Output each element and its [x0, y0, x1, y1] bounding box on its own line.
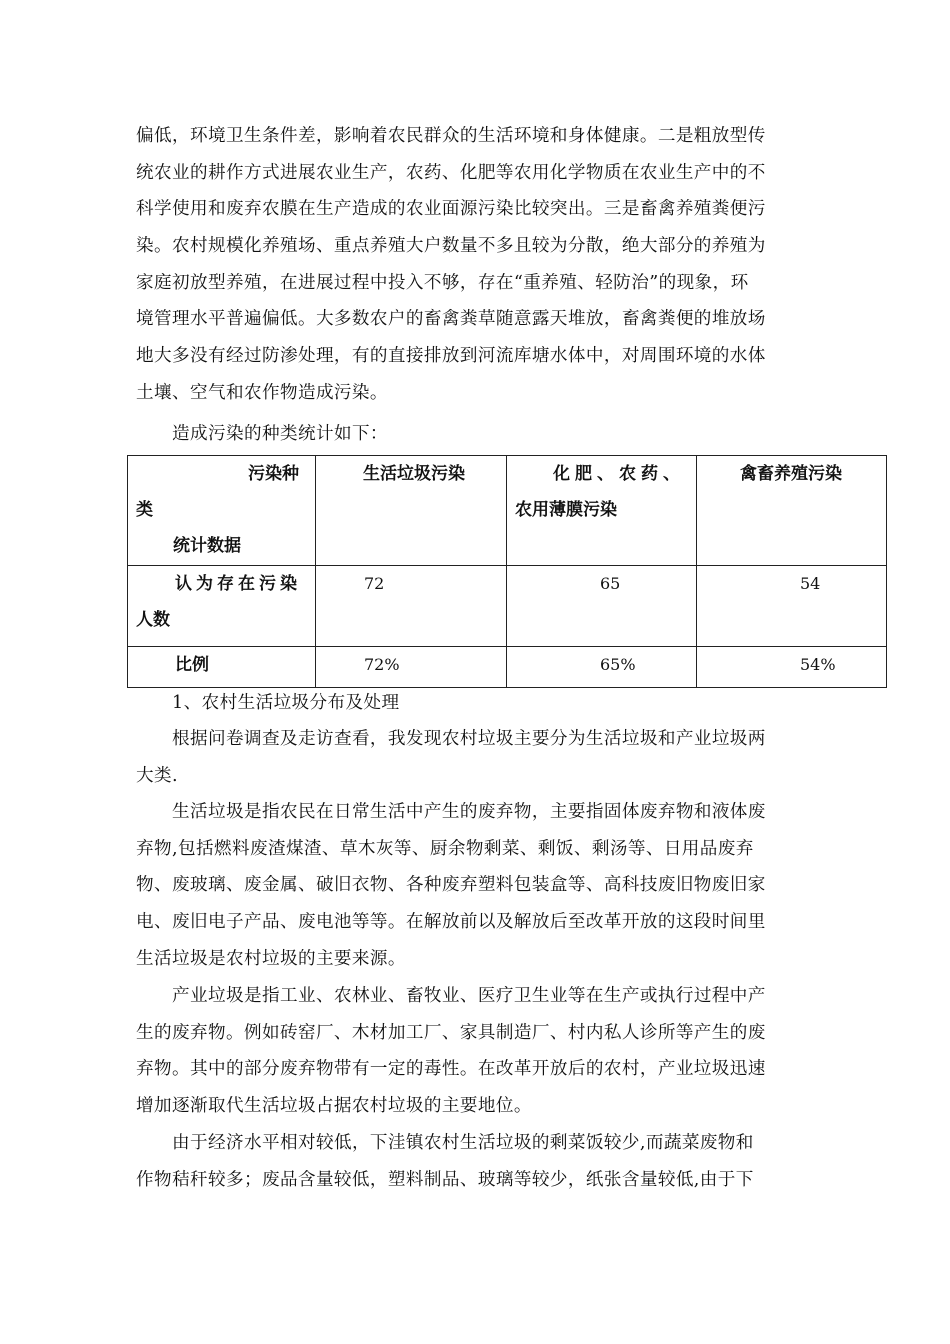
text-line: 作物秸秆较多；废品含量较低，塑料制品、玻璃等较少，纸张含量较低,由于下: [136, 1169, 754, 1190]
text-line: 生活垃圾是农村垃圾的主要来源。: [136, 948, 406, 969]
header-agrochemical: 化肥、农药、 农用薄膜污染: [507, 456, 697, 566]
text-line: 大类.: [136, 765, 178, 786]
text-line: 染。农村规模化养殖场、重点养殖大户数量不多且较为分散，绝大部分的养殖为: [136, 236, 766, 257]
text-line: 弃物,包括燃料废渣煤渣、草木灰等、厨余物剩菜、剩饭、剩汤等、日用品废弃: [136, 838, 754, 859]
paragraph-pollution-sources: [136, 118, 816, 412]
text-line: 弃物。其中的部分废弃物带有一定的毒性。在改革开放后的农村，产业垃圾迅速: [136, 1059, 766, 1080]
text-line: 土壤、空气和农作物造成污染。: [136, 382, 388, 403]
table-header-row: [128, 456, 887, 566]
paragraph-domestic-waste: [136, 794, 816, 977]
cell-count-domestic: 72: [316, 566, 507, 647]
table-row: [128, 647, 887, 688]
corner-label-top: 污染种: [248, 464, 299, 484]
paragraph-industrial-waste: [136, 978, 816, 1125]
cell-ratio-domestic: 72%: [316, 647, 507, 688]
header-livestock: 禽畜养殖污染: [697, 456, 887, 566]
text-line: 产业垃圾是指工业、农林业、畜牧业、医疗卫生业等在生产或执行过程中产: [172, 986, 766, 1006]
pollution-stats-table: [127, 455, 887, 688]
text-line: 根据问卷调查及走访查看，我发现农村垃圾主要分为生活垃圾和产业垃圾两: [172, 729, 766, 749]
text-line: 物、废玻璃、废金属、破旧衣物、各种废弃塑料包装盒等、高科技废旧物废旧家: [136, 875, 766, 896]
text-line: 家庭初放型养殖，在进展过程中投入不够，存在“重养殖、轻防治”的现象，环: [136, 272, 749, 293]
text-line: 偏低，环境卫生条件差，影响着农民群众的生活环境和身体健康。二是粗放型传: [136, 126, 766, 146]
paragraph-waste-categories: [136, 721, 816, 794]
text-line: 生的废弃物。例如砖窑厂、木材加工厂、家具制造厂、村内私人诊所等产生的废: [136, 1022, 766, 1043]
text-line: 增加逐渐取代生活垃圾占据农村垃圾的主要地位。: [136, 1096, 532, 1117]
table-intro: 造成污染的种类统计如下：: [172, 424, 388, 444]
text-line: 由于经济水平相对较低，下洼镇农村生活垃圾的剩菜饭较少,而蔬菜废物和: [172, 1133, 754, 1153]
text-line: 境管理水平普遍偏低。大多数农户的畜禽粪草随意露天堆放，畜禽粪便的堆放场: [136, 309, 766, 330]
cell-ratio-agrochemical: 65%: [507, 647, 697, 688]
row-label-count: 认为存在污染 人数: [128, 566, 316, 647]
text-line: 统农业的耕作方式进展农业生产，农药、化肥等农用化学物质在农业生产中的不: [136, 162, 766, 183]
cell-ratio-livestock: 54%: [697, 647, 887, 688]
header-domestic-waste: 生活垃圾污染: [316, 456, 507, 566]
paragraph-economic-level: [136, 1125, 816, 1198]
row-label-ratio: 比例: [128, 647, 316, 688]
text-line: 地大多没有经过防渗处理，有的直接排放到河流库塘水体中，对周围环境的水体: [136, 346, 766, 367]
text-line: 电、废旧电子产品、废电池等等。在解放前以及解放后至改革开放的这段时间里: [136, 912, 766, 933]
table-row: [128, 566, 887, 647]
table-corner-cell: [128, 456, 316, 566]
corner-label-bottom: 统计数据: [173, 536, 241, 556]
corner-label-mid: 类: [136, 500, 153, 520]
text-line: 科学使用和废弃农膜在生产造成的农业面源污染比较突出。三是畜禽养殖粪便污: [136, 199, 766, 220]
section-heading: 1、农村生活垃圾分布及处理: [172, 693, 400, 713]
cell-count-livestock: 54: [697, 566, 887, 647]
text-line: 生活垃圾是指农民在日常生活中产生的废弃物，主要指固体废弃物和液体废: [172, 802, 766, 822]
cell-count-agrochemical: 65: [507, 566, 697, 647]
